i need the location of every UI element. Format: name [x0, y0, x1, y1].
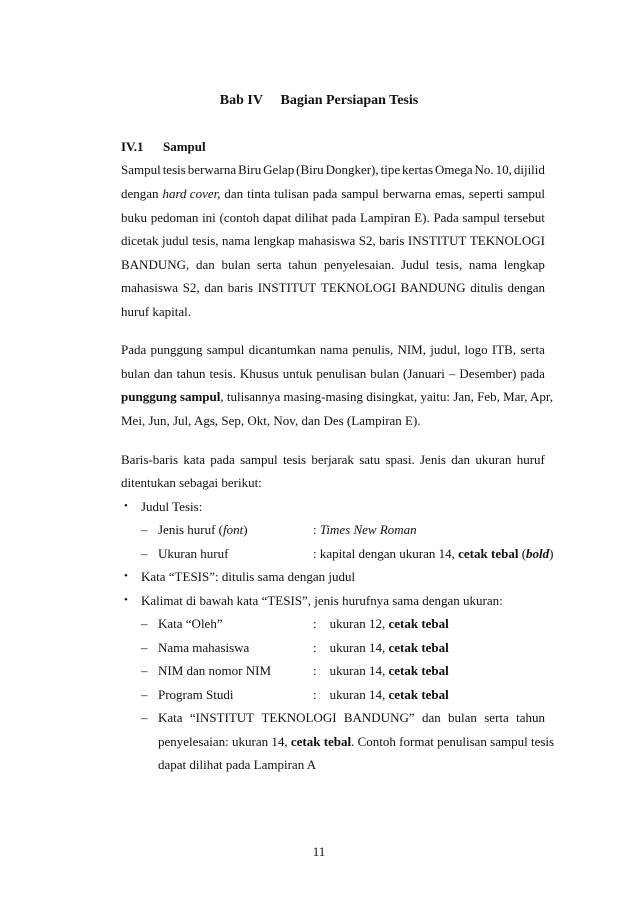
text-word: penulis,: [352, 342, 394, 357]
dash-icon: –: [141, 663, 148, 678]
text-word: tinta: [247, 186, 271, 201]
text-word: –: [448, 366, 456, 381]
para1-line-7: huruf kapital.: [121, 304, 192, 319]
text-word: spasi.: [385, 452, 415, 467]
text-word: No.: [474, 162, 494, 177]
text-word: tesis.: [209, 366, 236, 381]
para2-line-2: [121, 366, 545, 381]
bold-italic-text: bold: [526, 546, 550, 561]
ukuran-huruf-label: Ukuran huruf: [158, 546, 229, 561]
text-word: sampul: [240, 452, 278, 467]
jenis-huruf-value: [313, 522, 417, 537]
bold-text: cetak tebal: [290, 734, 352, 749]
text-word: S2,: [182, 280, 200, 295]
text-word: TEKNOLOGI: [320, 280, 396, 295]
bold-text: cetak tebal: [388, 663, 449, 678]
text-word: tesis,: [192, 233, 219, 248]
section-heading: [121, 139, 206, 154]
text-word: ini: [202, 210, 216, 225]
text-word: nama: [320, 342, 349, 357]
bold-text: cetak tebal: [458, 546, 519, 561]
colon: :: [313, 663, 317, 678]
text-word: pada: [210, 452, 235, 467]
text-word: nama: [222, 233, 251, 248]
text-word: Khusus: [239, 366, 279, 381]
text-word: dan: [153, 366, 173, 381]
text-span: ukuran 14,: [329, 640, 389, 655]
para3-line-2: ditentukan sebagai berikut:: [121, 475, 262, 490]
text-word: Jenis: [419, 452, 446, 467]
text-word: Biru: [238, 162, 262, 177]
section-title: Sampul: [163, 139, 206, 154]
text-word: dilihat: [294, 210, 328, 225]
text-word: mahasiswa: [298, 233, 356, 248]
text-word: dan: [421, 710, 441, 725]
chapter-title: Bagian Persiapan Tesis: [280, 93, 419, 108]
text-span: penyelesaian: ukuran 14,: [158, 734, 291, 749]
institut-line-2: [158, 734, 554, 749]
text-word: penulisan: [316, 366, 367, 381]
text-word: dicetak: [121, 233, 159, 248]
text-word: pada: [331, 210, 357, 225]
text-word: tipe: [380, 162, 401, 177]
text-span: ): [243, 522, 248, 537]
text-word: buku: [121, 210, 147, 225]
text-word: mahasiswa: [121, 280, 179, 295]
ukuran-huruf-value: [313, 546, 554, 561]
text-word: tahun: [176, 366, 206, 381]
text-word: sampul: [507, 186, 545, 201]
text-word: (Biru: [296, 162, 324, 177]
text-word: ditulis: [470, 280, 503, 295]
text-word: penyelesaian.: [323, 257, 395, 272]
text-word: serta: [520, 342, 545, 357]
text-word: dijilid: [513, 162, 545, 177]
text-span: ukuran 14,: [329, 663, 389, 678]
bold-text: cetak tebal: [388, 640, 449, 655]
para1-line-4: [121, 233, 545, 248]
text-word: Desember): [459, 366, 517, 381]
item-label: Nama mahasiswa: [158, 640, 250, 655]
bullet-kalimat: Kalimat di bawah kata “TESIS”, jenis hurufnya sama dengan ukuran:: [141, 593, 503, 608]
text-word: BANDUNG: [400, 280, 466, 295]
chapter-label: Bab IV: [219, 93, 263, 108]
text-word: BANDUNG,: [121, 257, 190, 272]
para2-line-1: [121, 342, 545, 357]
dash-icon: –: [141, 522, 148, 537]
text-word: Kata: [158, 710, 183, 725]
italic-text: Times New Roman: [319, 522, 417, 537]
text-word: punggung: [150, 342, 203, 357]
para1-line-6: [121, 280, 545, 295]
text-word: baris: [227, 280, 254, 295]
colon: :: [313, 687, 317, 702]
text-word: dengan: [507, 280, 545, 295]
text-word: dan: [204, 280, 224, 295]
text-word: baris: [379, 233, 405, 248]
bullet-judul-tesis: Judul Tesis:: [141, 499, 203, 514]
text-word: tesis: [282, 452, 307, 467]
para1-line-1: [121, 162, 545, 177]
item-label: NIM dan nomor NIM: [158, 663, 272, 678]
text-span: ukuran 14,: [329, 687, 389, 702]
text-word: lengkap: [503, 257, 545, 272]
text-word: huruf: [516, 452, 545, 467]
text-word: sampul: [462, 210, 500, 225]
text-word: bulan: [121, 366, 150, 381]
text-word: pada: [520, 366, 545, 381]
colon: :: [313, 640, 317, 655]
text-word: NIM,: [397, 342, 426, 357]
text-word: ITB,: [491, 342, 517, 357]
para2-line-4: Mei, Jun, Jul, Ags, Sep, Okt, Nov, dan Des (Lampiran E).: [121, 413, 421, 428]
text-word: Lampiran: [359, 210, 411, 225]
text-word: dan: [451, 452, 471, 467]
text-span: (: [518, 546, 527, 561]
text-span: : kapital dengan ukuran 14,: [313, 546, 459, 561]
text-word: tulisan: [274, 186, 309, 201]
item-label: Kata “Oleh”: [158, 616, 223, 631]
text-word: (contoh: [219, 210, 260, 225]
dash-icon: –: [141, 640, 148, 655]
text-word: (Januari: [403, 366, 445, 381]
text-word: Omega: [435, 162, 473, 177]
text-word: Pada: [433, 210, 459, 225]
bullet-kata-tesis: Kata “TESIS”: ditulis sama dengan judul: [141, 569, 356, 584]
text-word: nama: [468, 257, 498, 272]
institut-line-3: dapat dilihat pada Lampiran A: [158, 757, 317, 772]
bold-text: cetak tebal: [388, 616, 449, 631]
item-value: [313, 616, 449, 631]
text-word: satu: [359, 452, 381, 467]
para3-line-1: [121, 452, 545, 467]
text-word: judul: [162, 233, 189, 248]
text-word: tersebut: [503, 210, 545, 225]
bold-text: cetak tebal: [388, 687, 449, 702]
text-word: emas,: [434, 186, 465, 201]
para1-line-3: [121, 210, 545, 225]
item-value: [313, 640, 449, 655]
text-word: Pada: [121, 342, 147, 357]
page-title: [0, 93, 638, 108]
text-word: seperti: [468, 186, 504, 201]
item-value: [313, 687, 449, 702]
dash-icon: –: [141, 546, 148, 561]
text-word: sampul: [206, 342, 245, 357]
text-word: INSTITUT: [257, 280, 317, 295]
text-word: Dongker),: [325, 162, 379, 177]
text-word: kata: [183, 452, 205, 467]
bullet-icon: •: [124, 594, 128, 606]
text-word: berwarna: [382, 186, 432, 201]
text-span: ukuran 12,: [329, 616, 389, 631]
text-word: logo: [464, 342, 488, 357]
para1-line-5: [121, 257, 545, 272]
text-word: berjarak: [311, 452, 354, 467]
text-word: Sampul: [121, 162, 161, 177]
text-word: Baris-baris: [121, 452, 179, 467]
text-word: judul,: [430, 342, 461, 357]
text-word: untuk: [282, 366, 313, 381]
text-word: Gelap: [263, 162, 295, 177]
text-span: ): [549, 546, 554, 561]
dash-icon: –: [141, 616, 148, 631]
text-word: tesis,: [435, 257, 463, 272]
text-word: “INSTITUT: [189, 710, 255, 725]
bullet-icon: •: [124, 500, 128, 512]
text-word: bulan: [370, 366, 400, 381]
text-word: tahun: [288, 257, 318, 272]
text-span: . Contoh format penulisan sampul tesis: [351, 734, 555, 749]
text-word: E).: [414, 210, 430, 225]
text-word: INSTITUT: [407, 233, 467, 248]
text-word: tesis: [162, 162, 186, 177]
text-word: serta: [257, 257, 282, 272]
item-label: Program Studi: [158, 687, 234, 702]
text-word: TEKNOLOGI: [469, 233, 545, 248]
page-number: 11: [312, 844, 326, 859]
dash-icon: –: [141, 687, 148, 702]
text-word: berwarna: [187, 162, 237, 177]
text-word: dapat: [262, 210, 292, 225]
text-word: TEKNOLOGI: [261, 710, 337, 725]
text-word: dan: [224, 186, 244, 201]
text-word: dengan: [121, 186, 159, 201]
italic-text: hard cover,: [162, 186, 221, 201]
text-word: sampul: [341, 186, 379, 201]
text-word: dicantumkan: [248, 342, 316, 357]
text-word: bulan: [448, 710, 477, 725]
text-span: Jenis huruf (: [158, 522, 223, 537]
section-number: IV.1: [121, 139, 144, 154]
text-word: lengkap: [253, 233, 295, 248]
text-span: , tulisannya masing-masing disingkat, yaitu: Jan, Feb, Mar, Apr,: [220, 389, 553, 404]
text-word: bulan: [221, 257, 251, 272]
text-word: serta: [484, 710, 509, 725]
text-word: pedoman: [150, 210, 199, 225]
text-word: kertas: [402, 162, 434, 177]
para2-line-3: [121, 389, 553, 404]
bullet-icon: •: [124, 570, 128, 582]
text-word: 10,: [495, 162, 512, 177]
para1-line-2: [121, 186, 545, 201]
text-span: :: [313, 522, 320, 537]
text-word: pada: [312, 186, 338, 201]
dash-icon: –: [141, 710, 148, 725]
item-value: [313, 663, 449, 678]
text-word: ukuran: [475, 452, 512, 467]
text-word: dan: [195, 257, 215, 272]
bold-text: punggung sampul: [121, 389, 221, 404]
institut-line-1: [158, 710, 545, 725]
text-word: S2,: [358, 233, 376, 248]
text-word: tahun: [516, 710, 545, 725]
colon: :: [313, 616, 317, 631]
text-word: BANDUNG”: [343, 710, 415, 725]
italic-text: font: [223, 522, 244, 537]
text-word: Judul: [400, 257, 430, 272]
jenis-huruf-label: [158, 522, 248, 537]
